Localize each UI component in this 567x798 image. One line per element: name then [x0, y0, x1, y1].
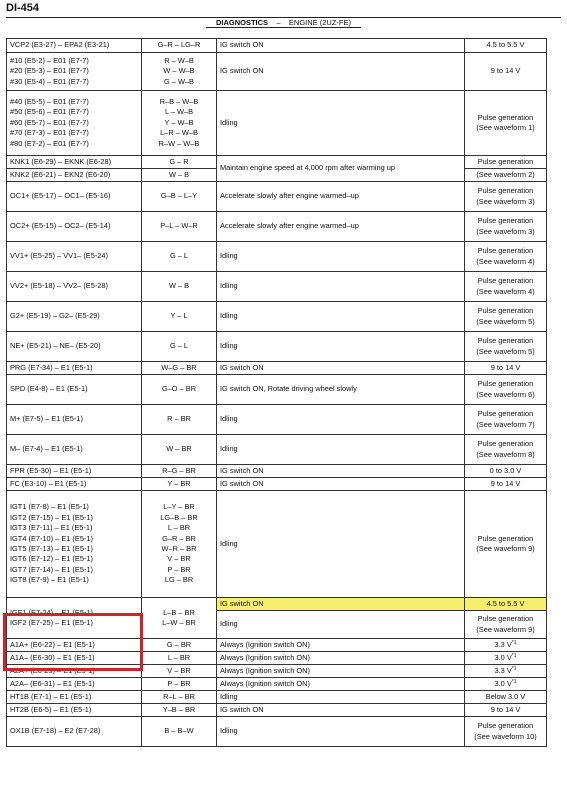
terminal-text: #40 (E5-5) – E01 (E7-7): [10, 96, 89, 106]
terminal-text: M+ (E7-5) – E1 (E5-1): [10, 414, 83, 424]
section-title: DIAGNOSTICS: [215, 18, 269, 27]
condition-cell: [217, 598, 465, 611]
std-voltage-text: (See waveform 3): [476, 196, 535, 206]
condition-cell: [217, 39, 465, 53]
terminal-text: NE+ (E5-21) – NE– (E5-20): [10, 341, 101, 351]
std-voltage-cell: [465, 242, 547, 272]
wiring-color-text: G – BR: [166, 639, 192, 649]
wiring-color-text: G–R – BR: [162, 533, 196, 543]
terminal-text: VCP2 (E3-27) – EPA2 (E3-21): [10, 40, 110, 50]
wiring-color-text: Y–B – BR: [162, 704, 196, 714]
condition-cell: [217, 465, 465, 478]
condition-text: Idling: [220, 691, 238, 701]
table-row: [7, 302, 547, 332]
terminal-text: IGT4 (E7-10) – E1 (E5-1): [10, 533, 93, 543]
terminal-text: VV1+ (E5-25) – VV1– (E5-24): [10, 251, 108, 261]
condition-text: IG switch ON: [220, 478, 264, 488]
table-row: [7, 91, 547, 156]
std-voltage-cell: [465, 169, 547, 182]
std-voltage-text: (See waveform 7): [476, 419, 535, 429]
wiring-color-text: P–L – W–R: [160, 221, 198, 231]
wiring-color-text: P – BR: [167, 564, 191, 574]
terminal-text: HT1B (E7-1) – E1 (E5-1): [10, 691, 92, 701]
std-voltage-cell: [465, 639, 547, 652]
condition-text: Always (Ignition switch ON): [220, 652, 310, 662]
terminal-cell: [7, 212, 142, 242]
condition-text: IG switch ON: [220, 362, 264, 372]
std-voltage-cell: [465, 717, 547, 747]
condition-text: Idling: [220, 311, 238, 321]
terminal-text: IGF1 (E7-24) – E1 (E5-1): [10, 607, 93, 617]
table-row: [7, 362, 547, 375]
terminal-cell: [7, 182, 142, 212]
wiring-color-text: L–B – BR: [163, 607, 195, 617]
std-voltage-cell: [465, 611, 547, 639]
condition-cell: [217, 212, 465, 242]
terminal-text: A2A+ (E6-23) – E1 (E5-1): [10, 665, 95, 675]
running-head-rule: [206, 27, 361, 28]
std-voltage-cell: [465, 362, 547, 375]
wiring-color-cell: [142, 362, 217, 375]
terminal-text: #50 (E5-6) – E01 (E7-7): [10, 107, 89, 117]
footnote-marker: *1: [511, 652, 517, 659]
terminal-text: IGT6 (E7-12) – E1 (E5-1): [10, 554, 93, 564]
condition-text: Idling: [220, 726, 238, 736]
std-voltage-cell: [465, 332, 547, 362]
condition-cell: [217, 362, 465, 375]
table-row: [7, 639, 547, 652]
wiring-color-text: B – B–W: [164, 726, 194, 736]
std-voltage-cell: [465, 691, 547, 704]
terminal-text: SPD (E4-8) – E1 (E5-1): [10, 384, 88, 394]
wiring-color-text: Y – BR: [167, 478, 191, 488]
std-voltage-text: (See waveform 9): [476, 544, 535, 553]
terminal-text: #20 (E5-3) – E01 (E7-7): [10, 66, 89, 76]
condition-text: IG switch ON: [220, 40, 264, 50]
table-row: [7, 272, 547, 302]
wiring-color-cell: [142, 405, 217, 435]
terminal-cell: [7, 375, 142, 405]
wiring-color-cell: [142, 465, 217, 478]
table-row: [7, 242, 547, 272]
std-voltage-text: 0 to 3.0 V: [489, 465, 522, 475]
condition-cell: [217, 478, 465, 491]
std-voltage-text: 9 to 14 V: [490, 66, 521, 76]
wiring-color-text: G–O – BR: [161, 384, 197, 394]
wiring-color-cell: [142, 598, 217, 639]
condition-text: Idling: [220, 444, 238, 454]
condition-cell: [217, 435, 465, 465]
footnote-marker: *1: [511, 665, 517, 672]
table-row: [7, 478, 547, 491]
terminal-text: #70 (E7-3) – E01 (E7-7): [10, 128, 89, 138]
std-voltage-text: Pulse generation: [477, 246, 534, 256]
condition-text: Accelerate slowly after engine warmed–up: [220, 221, 359, 231]
terminal-cell: [7, 302, 142, 332]
table-row: [7, 53, 547, 91]
condition-text: IG switch ON, Rotate driving wheel slowly: [220, 384, 357, 394]
wiring-color-text: W – B: [168, 281, 190, 291]
wiring-color-cell: [142, 302, 217, 332]
std-voltage-cell: [465, 478, 547, 491]
footnote-marker: *1: [511, 639, 517, 646]
wiring-color-text: W – W–B: [163, 66, 195, 76]
std-voltage-text: 4.5 to 5.5 V: [486, 40, 525, 50]
std-voltage-text: (See waveform 5): [476, 316, 535, 326]
condition-cell: [217, 665, 465, 678]
condition-text: Always (Ignition switch ON): [220, 639, 310, 649]
std-voltage-text: Pulse generation: [477, 216, 534, 226]
wiring-color-text: V – BR: [167, 554, 191, 564]
wiring-color-text: W – B: [168, 169, 190, 179]
table-row: [7, 435, 547, 465]
condition-cell: [217, 156, 465, 182]
std-voltage-cell: [465, 272, 547, 302]
wiring-color-text: L – BR: [167, 523, 191, 533]
condition-cell: [217, 405, 465, 435]
wiring-color-text: W–R – BR: [161, 544, 197, 553]
terminal-cell: [7, 169, 142, 182]
wiring-color-cell: [142, 375, 217, 405]
std-voltage-cell: [465, 704, 547, 717]
condition-cell: [217, 704, 465, 717]
condition-cell: [217, 332, 465, 362]
std-voltage-text: (See waveform 9): [476, 624, 535, 634]
std-voltage-text: (See waveform 3): [476, 226, 535, 236]
condition-text: Idling: [220, 414, 238, 424]
condition-cell: [217, 53, 465, 91]
std-voltage-text: Pulse generation: [477, 721, 534, 731]
wiring-color-cell: [142, 639, 217, 652]
wiring-color-cell: [142, 169, 217, 182]
terminal-cell: [7, 652, 142, 665]
wiring-color-text: LG–B – BR: [160, 512, 198, 522]
terminal-cell: [7, 598, 142, 639]
condition-cell: [217, 242, 465, 272]
std-voltage-text: Pulse generation: [477, 186, 534, 196]
table-row: [7, 39, 547, 53]
wiring-color-text: Y – L: [170, 311, 188, 321]
condition-cell: [217, 678, 465, 691]
terminal-text: #10 (E5-2) – E01 (E7-7): [10, 55, 89, 65]
std-voltage-text: Pulse generation: [477, 336, 534, 346]
wiring-color-cell: [142, 182, 217, 212]
std-voltage-text: (See waveform 5): [476, 346, 535, 356]
terminal-text: IGT5 (E7-13) – E1 (E5-1): [10, 544, 93, 553]
wiring-color-cell: [142, 242, 217, 272]
wiring-color-cell: [142, 652, 217, 665]
terminal-text: KNK2 (E6-21) – EKN2 (E6-20): [10, 169, 111, 179]
condition-text: Idling: [220, 538, 238, 548]
wiring-color-text: P – BR: [167, 678, 191, 688]
wiring-color-text: G – L: [169, 341, 189, 351]
footnote-marker: *1: [511, 678, 517, 685]
terminal-cell: [7, 639, 142, 652]
condition-text: Always (Ignition switch ON): [220, 678, 310, 688]
std-voltage-text: (See waveform 4): [476, 286, 535, 296]
terminal-cell: [7, 362, 142, 375]
wiring-color-text: G – L: [169, 251, 189, 261]
std-voltage-cell: [465, 182, 547, 212]
std-voltage-text: (See waveform 4): [476, 256, 535, 266]
table-row: [7, 691, 547, 704]
condition-text: Maintain engine speed at 4,000 rpm after warming up: [220, 163, 396, 173]
table-row: [7, 405, 547, 435]
wiring-color-cell: [142, 717, 217, 747]
wiring-color-text: W–G – BR: [161, 362, 197, 372]
wiring-color-text: Y – W–B: [164, 117, 194, 127]
wiring-color-text: G – R: [169, 156, 189, 166]
condition-text: Idling: [220, 251, 238, 261]
section-separator: –: [276, 18, 281, 27]
std-voltage-cell: [465, 302, 547, 332]
table-row: [7, 212, 547, 242]
wiring-color-cell: [142, 53, 217, 91]
std-voltage-text: Pulse generation: [477, 156, 534, 166]
std-voltage-cell: [465, 405, 547, 435]
std-voltage-cell: [465, 435, 547, 465]
std-voltage-text: 3.0 $V^{*1}$: [494, 652, 517, 662]
table-row: [7, 465, 547, 478]
terminal-cell: [7, 691, 142, 704]
condition-cell: [217, 652, 465, 665]
std-voltage-text: 3.3 $V^{*1}$: [494, 639, 517, 649]
wiring-color-cell: [142, 212, 217, 242]
wiring-color-cell: [142, 156, 217, 169]
terminal-cell: [7, 332, 142, 362]
terminal-cell: [7, 478, 142, 491]
terminal-text: IGT2 (E7-15) – E1 (E5-1): [10, 512, 93, 522]
wiring-color-cell: [142, 332, 217, 362]
condition-cell: [217, 182, 465, 212]
condition-text: Idling: [220, 619, 238, 629]
wiring-color-text: R–G – BR: [162, 465, 196, 475]
terminal-cell: [7, 39, 142, 53]
terminal-text: M– (E7-4) – E1 (E5-1): [10, 444, 83, 454]
wiring-color-text: L–Y – BR: [163, 502, 195, 512]
condition-text: IG switch ON: [220, 598, 264, 608]
condition-cell: [217, 611, 465, 639]
wiring-color-text: R – BR: [167, 414, 191, 424]
table-row: [7, 704, 547, 717]
condition-cell: [217, 375, 465, 405]
terminal-text: IGT8 (E7-9) – E1 (E5-1): [10, 575, 89, 585]
terminal-cell: [7, 704, 142, 717]
std-voltage-text: Pulse generation: [477, 306, 534, 316]
terminal-text: A2A– (E6-31) – E1 (E5-1): [10, 678, 95, 688]
wiring-color-text: R–B – W–B: [159, 96, 199, 106]
condition-text: IG switch ON: [220, 465, 264, 475]
terminal-text: OC1+ (E5-17) – OC1– (E5-16): [10, 191, 111, 201]
terminal-text: #30 (E5-4) – E01 (E7-7): [10, 76, 89, 86]
std-voltage-cell: [465, 665, 547, 678]
std-voltage-text: 3.0 $V^{*1}$: [494, 678, 517, 688]
terminal-cell: [7, 405, 142, 435]
condition-cell: [217, 639, 465, 652]
terminal-text: KNK1 (E6-29) – EKNK (E6-28): [10, 156, 112, 166]
page-code: DI-454: [6, 2, 40, 14]
wiring-color-text: G–B – L–Y: [160, 191, 198, 201]
terminal-text: G2+ (E5-19) – G2– (E5-29): [10, 311, 100, 321]
std-voltage-cell: [465, 91, 547, 156]
terminal-cell: [7, 156, 142, 169]
std-voltage-text: (See waveform 2): [476, 169, 535, 179]
terminal-cell: [7, 53, 142, 91]
wiring-color-text: L – W–B: [164, 107, 194, 117]
terminal-cell: [7, 465, 142, 478]
wiring-color-text: L – BR: [167, 652, 191, 662]
wiring-color-text: V – BR: [167, 665, 191, 675]
condition-text: Idling: [220, 281, 238, 291]
condition-text: IG switch ON: [220, 66, 264, 76]
wiring-color-text: G–R – LG–R: [157, 40, 201, 50]
std-voltage-cell: [465, 465, 547, 478]
wiring-color-cell: [142, 478, 217, 491]
running-head: [0, 18, 567, 27]
wiring-color-cell: [142, 665, 217, 678]
std-voltage-cell: [465, 156, 547, 169]
terminal-text: #80 (E7-2) – E01 (E7-7): [10, 138, 89, 148]
std-voltage-text: Pulse generation: [477, 112, 534, 122]
terminal-text: IGF2 (E7-25) – E1 (E5-1): [10, 618, 93, 627]
terminal-cell: [7, 717, 142, 747]
table-row: [7, 717, 547, 747]
wiring-color-text: G – W–B: [164, 76, 194, 86]
std-voltage-cell: [465, 212, 547, 242]
std-voltage-text: Pulse generation: [477, 409, 534, 419]
wiring-color-text: R – W–B: [164, 55, 194, 65]
table-row: [7, 678, 547, 691]
terminal-text: PRG (E7-34) – E1 (E5-1): [10, 362, 93, 372]
table-row: [7, 182, 547, 212]
std-voltage-cell: [465, 39, 547, 53]
wiring-color-cell: [142, 704, 217, 717]
std-voltage-text: (See waveform 10): [474, 731, 537, 741]
wiring-color-cell: [142, 91, 217, 156]
std-voltage-text: Below 3.0 V: [485, 691, 526, 701]
std-voltage-text: Pulse generation: [477, 276, 534, 286]
condition-text: Accelerate slowly after engine warmed–up: [220, 191, 359, 201]
wiring-color-cell: [142, 272, 217, 302]
condition-text: Idling: [220, 341, 238, 351]
terminal-text: #60 (E5-7) – E01 (E7-7): [10, 117, 89, 127]
terminal-cell: [7, 272, 142, 302]
std-voltage-text: (See waveform 8): [476, 449, 535, 459]
terminal-text: A1A+ (E6-22) – E1 (E5-1): [10, 639, 95, 649]
table-row: [7, 665, 547, 678]
wiring-color-text: R–L – BR: [163, 691, 195, 701]
terminal-cell: [7, 435, 142, 465]
wiring-color-cell: [142, 435, 217, 465]
std-voltage-text: 4.5 to 5.5 V: [486, 598, 525, 608]
terminal-text: OC2+ (E5-15) – OC2– (E5-14): [10, 221, 111, 231]
table-row: [7, 156, 547, 169]
subsection-title: ENGINE (2UZ-FE): [288, 18, 352, 27]
wiring-color-text: R–W – W–B: [158, 138, 200, 148]
terminal-cell: [7, 91, 142, 156]
std-voltage-cell: [465, 375, 547, 405]
condition-cell: [217, 302, 465, 332]
std-voltage-text: Pulse generation: [477, 379, 534, 389]
std-voltage-text: (See waveform 6): [476, 389, 535, 399]
std-voltage-cell: [465, 491, 547, 598]
terminal-text: FC (E3-10) – E1 (E5-1): [10, 478, 87, 488]
std-voltage-text: 9 to 14 V: [490, 362, 521, 372]
terminal-voltage-table: [6, 38, 547, 747]
table-row: [7, 652, 547, 665]
std-voltage-text: 9 to 14 V: [490, 478, 521, 488]
wiring-color-text: W – BR: [166, 444, 192, 454]
table-row: [7, 375, 547, 405]
condition-text: IG switch ON: [220, 704, 264, 714]
terminal-text: VV2+ (E5-18) – VV2– (E5-28): [10, 281, 108, 291]
wiring-color-text: L–R – W–B: [160, 128, 198, 138]
terminal-text: OX1B (E7-18) – E2 (E7-28): [10, 726, 101, 736]
std-voltage-text: 3.3 $V^{*1}$: [494, 665, 517, 675]
std-voltage-cell: [465, 598, 547, 611]
wiring-color-cell: [142, 691, 217, 704]
wiring-color-cell: [142, 678, 217, 691]
condition-cell: [217, 272, 465, 302]
terminal-text: IGT3 (E7-11) – E1 (E5-1): [10, 523, 93, 533]
terminal-text: HT2B (E6-5) – E1 (E5-1): [10, 704, 92, 714]
std-voltage-cell: [465, 652, 547, 665]
std-voltage-text: 9 to 14 V: [490, 704, 521, 714]
terminal-cell: [7, 665, 142, 678]
wiring-color-cell: [142, 39, 217, 53]
table-row: [7, 332, 547, 362]
condition-text: Idling: [220, 117, 238, 127]
std-voltage-text: Pulse generation: [477, 533, 534, 543]
wiring-color-cell: [142, 491, 217, 598]
condition-cell: [217, 717, 465, 747]
terminal-text: IGT7 (E7-14) – E1 (E5-1): [10, 564, 93, 574]
std-voltage-text: Pulse generation: [477, 614, 534, 624]
terminal-cell: [7, 491, 142, 598]
std-voltage-cell: [465, 678, 547, 691]
terminal-cell: [7, 678, 142, 691]
condition-text: Always (Ignition switch ON): [220, 665, 310, 675]
terminal-text: IGT1 (E7-8) – E1 (E5-1): [10, 502, 89, 512]
terminal-text: FPR (E5-30) – E1 (E5-1): [10, 465, 92, 475]
terminal-text: A1A– (E6-30) – E1 (E5-1): [10, 652, 95, 662]
condition-cell: [217, 691, 465, 704]
condition-cell: [217, 91, 465, 156]
terminal-cell: [7, 242, 142, 272]
condition-cell: [217, 491, 465, 598]
std-voltage-text: (See waveform 1): [476, 123, 535, 132]
wiring-color-text: LG – BR: [164, 575, 194, 585]
std-voltage-cell: [465, 53, 547, 91]
table-row: [7, 598, 547, 611]
std-voltage-text: Pulse generation: [477, 439, 534, 449]
wiring-color-text: L–W – BR: [162, 618, 196, 627]
table-row: [7, 491, 547, 598]
